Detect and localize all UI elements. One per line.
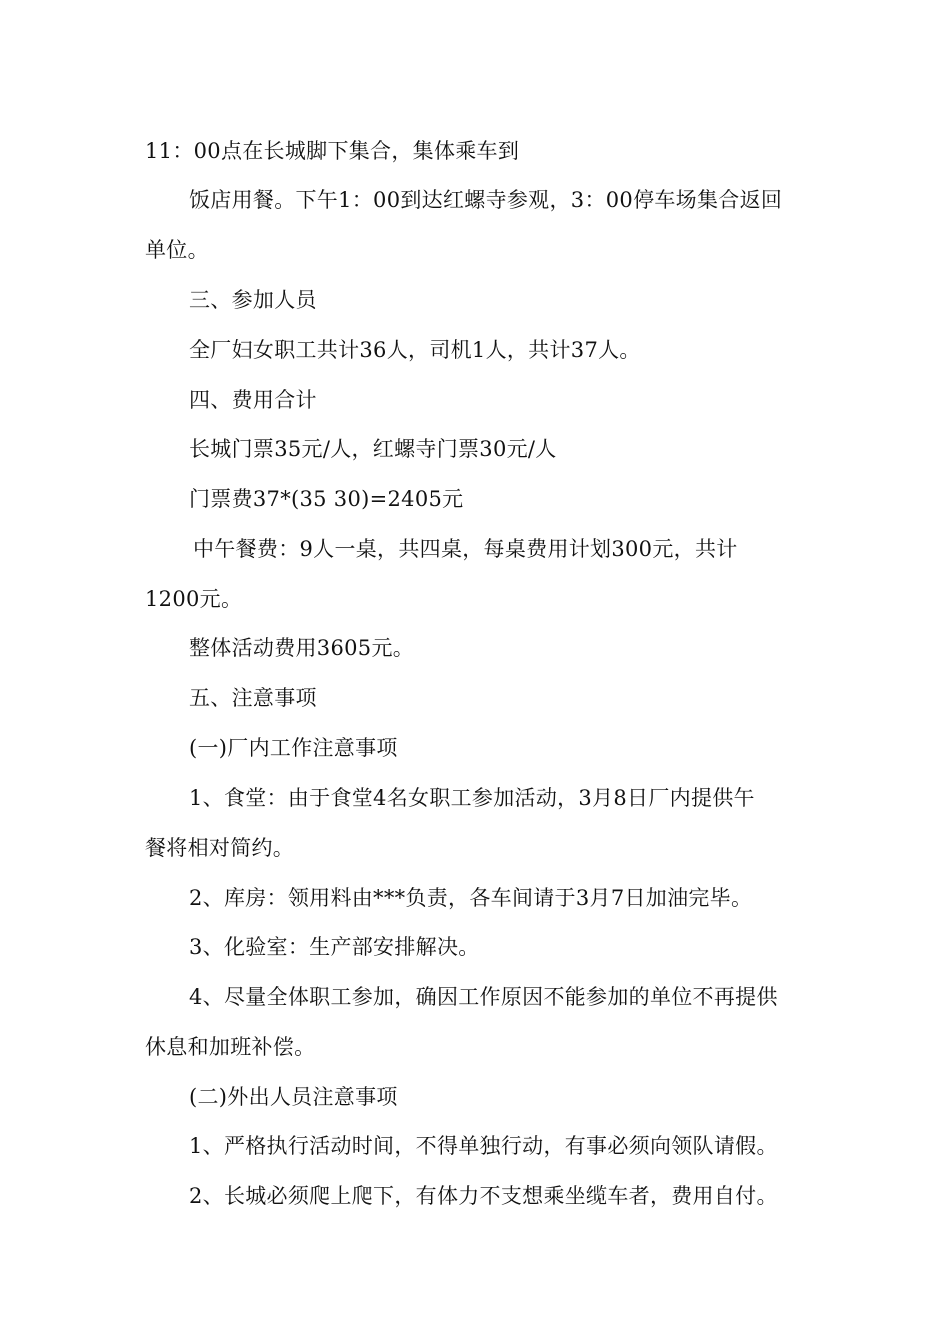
text-line-canteen-note-cont: 餐将相对简约。 [145,836,295,860]
section-heading-costs: 四、费用合计 [189,388,317,412]
text-line-warehouse-note: 2、库房：领用料由***负责，各车间请于3月7日加油完毕。 [189,886,753,910]
text-line-lab-note: 3、化验室：生产部安排解决。 [189,935,480,959]
subsection-heading-outing-notes: (二)外出人员注意事项 [189,1085,398,1109]
text-line-attendance-note: 4、尽量全体职工参加，确因工作原因不能参加的单位不再提供 [189,985,778,1009]
text-line-lunch-cost: 中午餐费：9人一桌，共四桌，每桌费用计划300元，共计 [193,537,738,561]
text-line-overall-cost: 整体活动费用3605元。 [189,636,415,660]
text-line-ticket-prices: 长城门票35元/人，红螺寺门票30元/人 [189,437,557,461]
text-line-return-unit: 单位。 [145,238,209,262]
text-line-ticket-total: 门票费37*(35 30)=2405元 [189,487,464,511]
text-line-gathering-time: 11：00点在长城脚下集合，集体乘车到 [145,139,520,163]
section-heading-notes: 五、注意事项 [189,686,317,710]
text-line-afternoon-schedule: 饭店用餐。下午1：00到达红螺寺参观，3：00停车场集合返回 [189,188,783,212]
section-heading-participants: 三、参加人员 [189,288,317,312]
subsection-heading-factory-notes: (一)厂内工作注意事项 [189,736,398,760]
text-line-lunch-total: 1200元。 [145,587,243,611]
text-line-canteen-note: 1、食堂：由于食堂4名女职工参加活动，3月8日厂内提供午 [189,786,755,810]
text-line-participant-count: 全厂妇女职工共计36人，司机1人，共计37人。 [189,338,641,362]
text-line-great-wall-rule: 2、长城必须爬上爬下，有体力不支想乘坐缆车者，费用自付。 [189,1184,778,1208]
text-line-schedule-rule: 1、严格执行活动时间，不得单独行动，有事必须向领队请假。 [189,1134,778,1158]
text-line-attendance-note-cont: 休息和加班补偿。 [145,1035,316,1059]
